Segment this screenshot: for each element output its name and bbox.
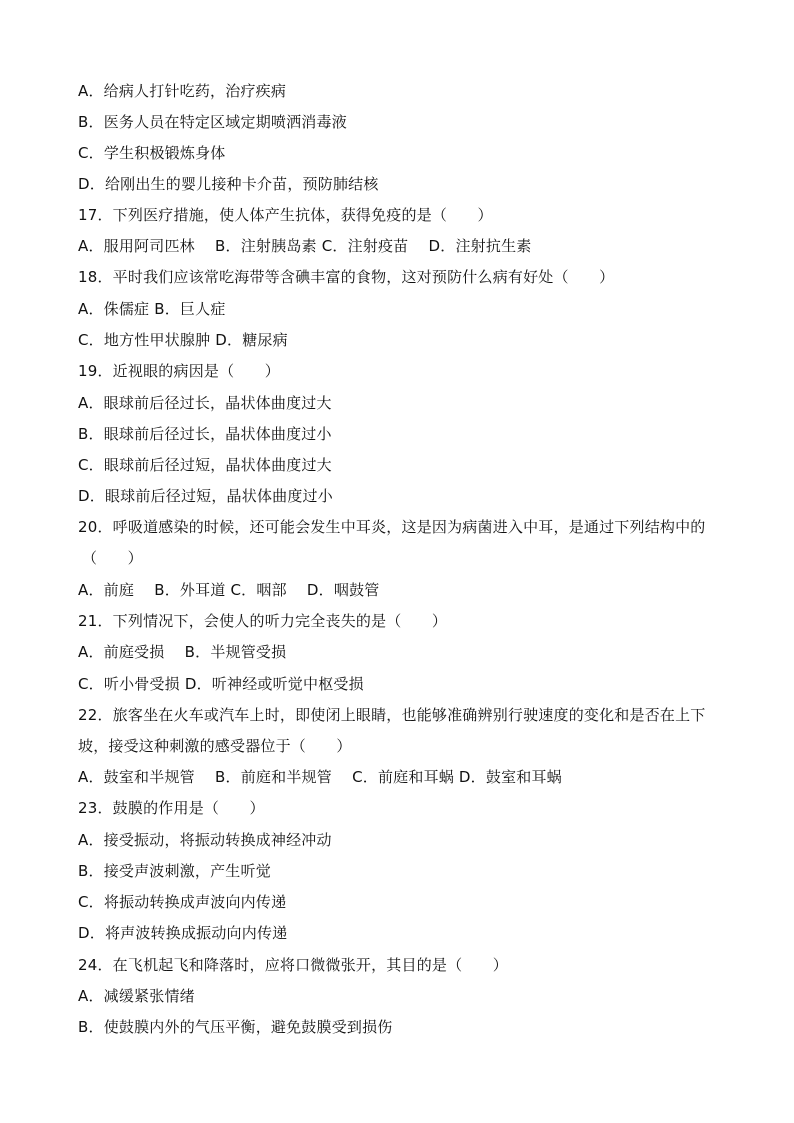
option-line: A．减缓紧张情绪 [78,987,195,1005]
option-line: A．服用阿司匹林 B．注射胰岛素 C．注射疫苗 D．注射抗生素 [78,237,532,255]
option-line: C．地方性甲状腺肿 D．糖尿病 [78,331,288,349]
option-line: D．给刚出生的婴儿接种卡介苗，预防肺结核 [78,175,379,193]
option-line: C．眼球前后径过短，晶状体曲度过大 [78,456,332,474]
question-line-continued: 坡，接受这种刺激的感受器位于（ ） [78,737,352,755]
question-line: 19．近视眼的病因是（ ） [78,362,280,380]
question-line: 20．呼吸道感染的时候，还可能会发生中耳炎，这是因为病菌进入中耳，是通过下列结构中的 [78,518,706,536]
question-line: 22．旅客坐在火车或汽车上时，即使闭上眼睛，也能够准确辨别行驶速度的变化和是否在上下 [78,706,706,724]
question-line: 23．鼓膜的作用是（ ） [78,799,265,817]
option-line: A．前庭受损 B．半规管受损 [78,643,287,661]
option-line: B．接受声波刺激，产生听觉 [78,862,271,880]
question-line: 17．下列医疗措施，使人体产生抗体，获得免疫的是（ ） [78,206,493,224]
option-line: C．学生积极锻炼身体 [78,144,226,162]
question-line: 24．在飞机起飞和降落时，应将口微微张开，其目的是（ ） [78,956,508,974]
option-line: A．给病人打针吃药，治疗疾病 [78,82,287,100]
option-line: A．眼球前后径过长，晶状体曲度过大 [78,394,332,412]
option-line: B．医务人员在特定区域定期喷洒消毒液 [78,113,347,131]
option-line: D．眼球前后径过短，晶状体曲度过小 [78,487,333,505]
option-line: A．鼓室和半规管 B．前庭和半规管 C．前庭和耳蜗 D．鼓室和耳蜗 [78,768,562,786]
question-line: 21．下列情况下，会使人的听力完全丧失的是（ ） [78,612,448,630]
option-line: A．接受振动，将振动转换成神经冲动 [78,831,332,849]
option-line: C．将振动转换成声波向内传递 [78,893,287,911]
option-line: B．使鼓膜内外的气压平衡，避免鼓膜受到损伤 [78,1018,393,1036]
option-line: A．侏儒症 B．巨人症 [78,300,226,318]
question-line-continued: （ ） [82,549,143,567]
option-line: B．眼球前后径过长，晶状体曲度过小 [78,425,332,443]
option-line: C．听小骨受损 D．听神经或听觉中枢受损 [78,675,364,693]
option-line: D．将声波转换成振动向内传递 [78,924,288,942]
option-line: A．前庭 B．外耳道 C．咽部 D．咽鼓管 [78,581,380,599]
question-line: 18．平时我们应该常吃海带等含碘丰富的食物，这对预防什么病有好处（ ） [78,268,615,286]
